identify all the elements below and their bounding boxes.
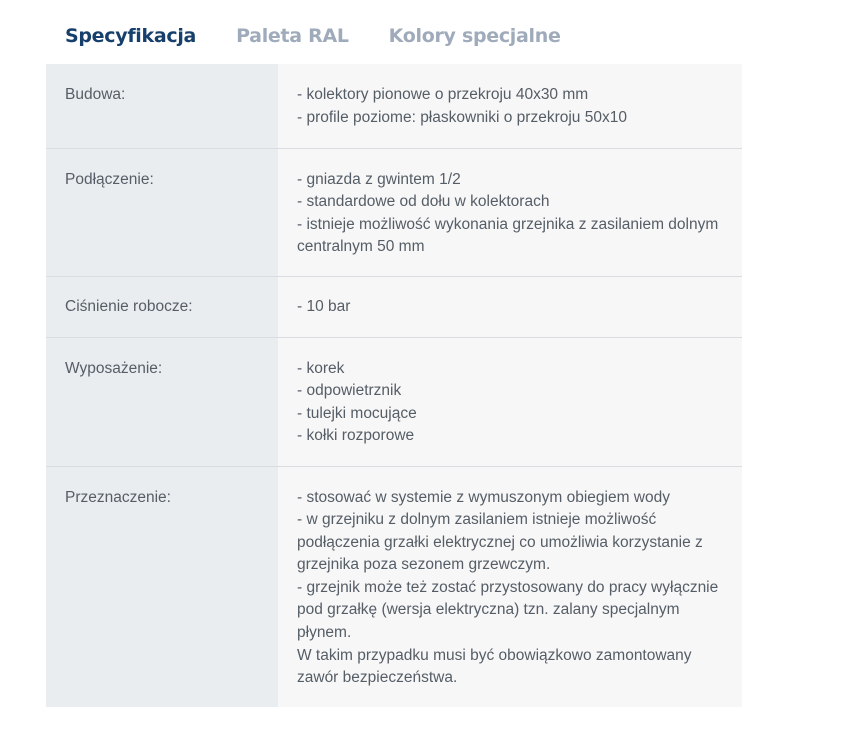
value-line: - kołki rozporowe	[297, 427, 415, 445]
value-line: - gniazda z gwintem 1/2	[297, 170, 461, 188]
value-line: - istnieje możliwość wykonania grzejnika z zasilaniem dolnym centralnym 50 mm	[297, 215, 719, 256]
tab-paleta-ral[interactable]: Paleta RAL	[236, 25, 349, 47]
row-label-cell	[46, 148, 278, 276]
value-line: - kolektory pionowe o przekroju 40x30 mm	[297, 86, 589, 103]
value-line: - grzejnik może też zostać przystosowany do pracy wyłącznie pod grzałkę (wersja elektryczna) tzn. zalany specjalnym płynem.	[297, 578, 719, 642]
value-line: - profile poziome: płaskowniki o przekroju 50x10	[297, 108, 627, 126]
tab-bar	[65, 22, 601, 50]
row-label-cell	[46, 64, 278, 148]
row-value-cell	[278, 276, 742, 337]
table-row	[46, 64, 742, 148]
row-label-cell	[46, 276, 278, 337]
row-label-cell	[46, 337, 278, 466]
tab-specyfikacja[interactable]: Specyfikacja	[65, 25, 197, 47]
row-label-cell	[46, 466, 278, 707]
table-row	[46, 148, 742, 276]
row-value-cell	[278, 148, 742, 276]
table-row	[46, 276, 742, 337]
value-line: - tulejki mocujące	[297, 404, 417, 422]
value-line: - 10 bar	[297, 297, 351, 315]
row-label: Budowa:	[65, 86, 126, 103]
specification-table	[46, 64, 742, 707]
row-label: Podłączenie:	[65, 170, 154, 188]
row-value-cell	[278, 337, 742, 466]
value-line: - w grzejniku z dolnym zasilaniem istnieje możliwość podłączenia grzałki elektrycznej co umożliwia korzystanie z grzejnika poza sezonem grzewczym.	[297, 511, 703, 574]
table-row	[46, 466, 742, 707]
value-line: - odpowietrznik	[297, 382, 402, 400]
row-value-cell	[278, 466, 742, 707]
table-row	[46, 337, 742, 466]
value-line: - standardowe od dołu w kolektorach	[297, 193, 550, 211]
value-line: W takim przypadku musi być obowiązkowo zamontowany zawór bezpieczeństwa.	[297, 646, 692, 687]
value-line: - korek	[297, 359, 345, 377]
row-label: Przeznaczenie:	[65, 488, 171, 506]
row-label: Wyposażenie:	[65, 359, 163, 377]
value-line: - stosować w systemie z wymuszonym obiegiem wody	[297, 488, 670, 506]
row-value-cell	[278, 64, 742, 148]
tab-kolory-specjalne[interactable]: Kolory specjalne	[388, 25, 561, 47]
row-label: Ciśnienie robocze:	[65, 297, 193, 315]
